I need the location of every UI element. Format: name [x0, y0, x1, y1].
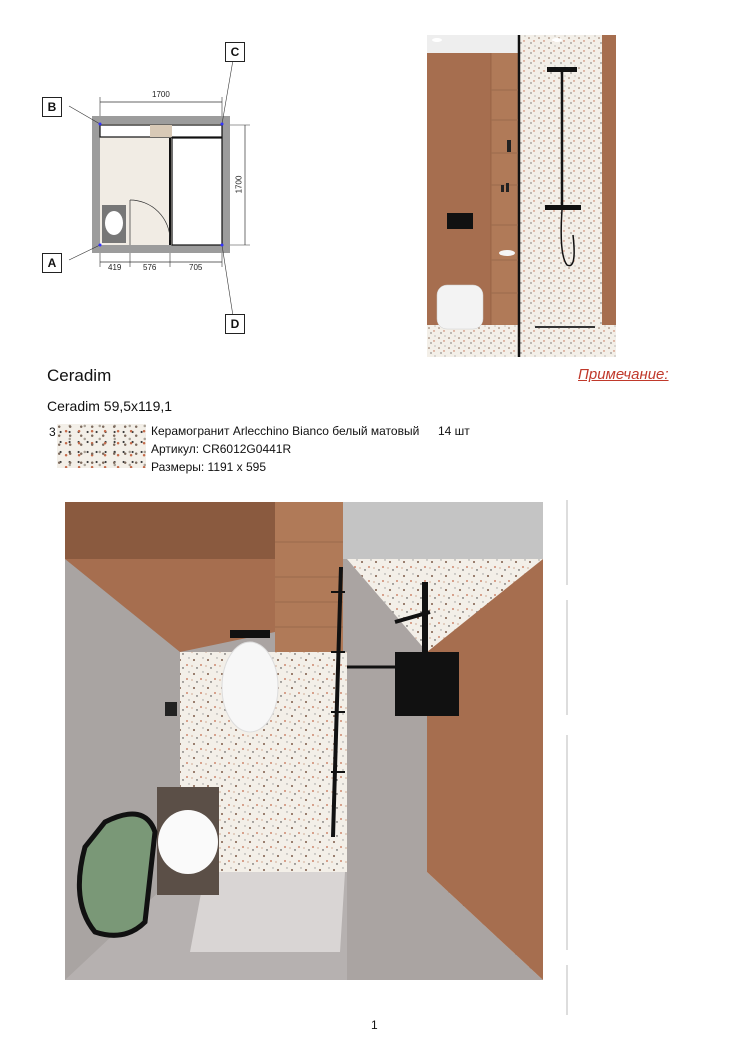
dim-seg2: 576 [143, 263, 157, 272]
dim-right: 1700 [234, 175, 244, 194]
floor-plan [40, 40, 270, 340]
dim-seg1: 419 [108, 263, 122, 272]
tile-item-article: Артикул: CR6012G0441R [151, 442, 292, 456]
tile-item-qty: 14 шт [438, 424, 470, 438]
marker-c: C [225, 42, 245, 62]
tile-item-size: Размеры: 1191 х 595 [151, 460, 267, 474]
right-edge-lines [560, 500, 574, 1020]
dim-top: 1700 [152, 90, 170, 99]
marker-a: A [42, 253, 62, 273]
tile-item-number: 3 [49, 425, 56, 439]
marker-b: B [42, 97, 62, 117]
page-number: 1 [371, 1018, 378, 1032]
dim-seg3: 705 [189, 263, 203, 272]
elevation-render [427, 35, 616, 357]
marker-d: D [225, 314, 245, 334]
elevation-drawing [427, 35, 616, 357]
note-link[interactable]: Примечание: [578, 366, 669, 383]
tile-item-name: Керамогранит Arlecchino Bianco белый матовый [151, 424, 420, 438]
series-title: Ceradim 59,5х119,1 [47, 398, 173, 414]
topview-render [65, 502, 543, 980]
tile-swatch [57, 424, 146, 468]
topview-drawing [65, 502, 543, 980]
brand-title: Ceradim [47, 366, 112, 385]
